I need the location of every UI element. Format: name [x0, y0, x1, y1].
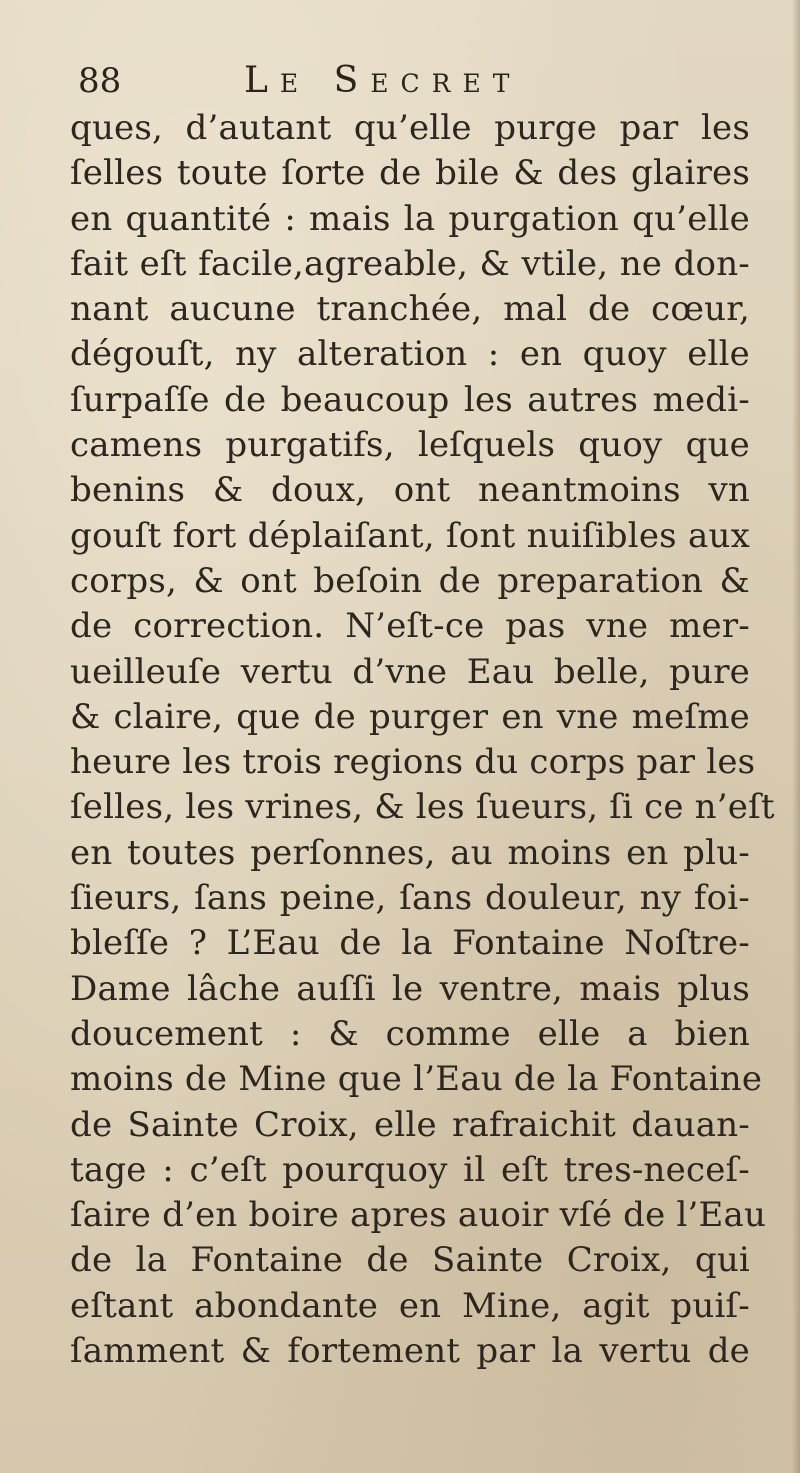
text-line: ſelles, les vrines, & les ſueurs, ſi ce n’eſt — [70, 787, 775, 828]
text-line: de correction. N’eſt-ce pas vne mer- — [70, 606, 750, 647]
page-edge-shadow — [792, 0, 800, 1473]
page-number: 88 — [78, 61, 122, 101]
text-line: camens purgatifs, leſquels quoy que — [70, 425, 750, 466]
text-line: doucement : & comme elle a bien — [70, 1013, 750, 1054]
text-line: Dame lâche auſſi le ventre, mais plus — [70, 968, 750, 1009]
text-line: en toutes perſonnes, au moins en plu- — [70, 832, 750, 873]
body-text — [70, 106, 775, 1374]
text-line: ſurpaſſe de beaucoup les autres medi- — [70, 379, 750, 420]
text-line: heure les trois regions du corps par les — [70, 742, 756, 783]
text-line: ques, d’autant qu’elle purge par les — [70, 108, 750, 148]
text-line: gouſt fort déplaiſant, ſont nuiſibles aux — [70, 515, 750, 556]
text-line: dégouſt, ny alteration : en quoy elle — [70, 334, 750, 375]
text-line: benins & doux, ont neantmoins vn — [70, 470, 750, 511]
text-line: ſelles toute ſorte de bile & des glaires — [70, 153, 750, 194]
text-line: & claire, que de purger en vne meſme — [70, 696, 750, 737]
text-line: en quantité : mais la purgation qu’elle — [70, 198, 750, 239]
text-line: ueilleuſe vertu d’vne Eau belle, pure — [70, 651, 750, 692]
running-title: Le Secret — [244, 60, 522, 101]
text-line: eſtant abondante en Mine, agit puiſ- — [70, 1285, 750, 1326]
text-line: ſieurs, ſans peine, ſans douleur, ny foi- — [70, 878, 750, 919]
text-line: corps, & ont beſoin de preparation & — [70, 560, 750, 601]
page-header — [0, 56, 800, 106]
text-line: tage : c’eſt pourquoy il eſt tres-neceſ- — [70, 1149, 750, 1190]
text-line: nant aucune tranchée, mal de cœur, — [70, 289, 750, 330]
text-line: de la Fontaine de Sainte Croix, qui — [70, 1240, 750, 1281]
text-line: bleſſe ? L’Eau de la Fontaine Noſtre- — [70, 923, 750, 964]
text-line: de Sainte Croix, elle rafraichit dauan- — [70, 1104, 750, 1145]
text-line: ſaire d’en boire apres auoir vſé de l’Eau — [70, 1195, 767, 1236]
text-line: ſamment & fortement par la vertu de — [70, 1331, 750, 1372]
text-line: moins de Mine que l’Eau de la Fontaine — [70, 1059, 763, 1100]
text-line: fait eſt facile,agreable, & vtile, ne don- — [70, 243, 750, 284]
